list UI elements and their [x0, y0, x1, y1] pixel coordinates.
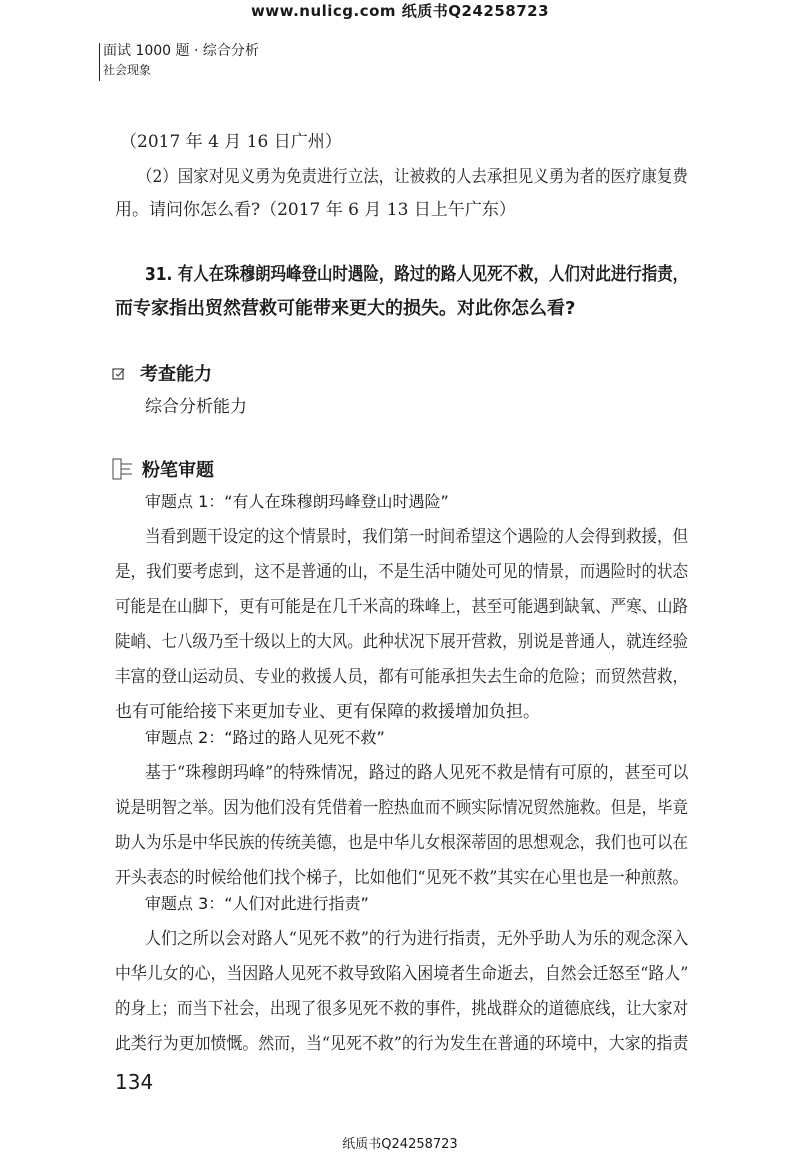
- checkbox-icon: [112, 364, 140, 385]
- outline-icon: [112, 458, 142, 481]
- point1-line: 可能是在山脚下，更有可能是在几千米高的珠峰上，甚至可能遇到缺氧、严寒、山路: [115, 597, 689, 617]
- page-number: 134: [115, 1070, 154, 1094]
- point1-line: 也有可能给接下来更加专业、更有保障的救援增加负担。: [115, 702, 540, 722]
- point3-line: 中华儿女的心，当因路人见死不救导致陷入困境者生命逝去，自然会迁怒至“路人”: [115, 964, 689, 984]
- review-point2-label: 审题点 2：“路过的路人见死不救”: [145, 728, 385, 747]
- point3-line: 人们之所以会对路人“见死不救”的行为进行指责，无外乎助人为乐的观念深入: [145, 929, 689, 949]
- header-subtitle: 社会现象: [103, 63, 152, 77]
- running-header: [103, 41, 259, 79]
- bottom-watermark: 纸质书Q24258723: [342, 1137, 458, 1152]
- header-rule: [99, 43, 100, 81]
- point1-line: 是，我们要考虑到，这不是普通的山，不是生活中随处可见的情景，而遇险时的状态: [115, 562, 689, 582]
- intro-item2-line1: （2）国家对见义勇为免责进行立法，让被救的人去承担见义勇为者的医疗康复费: [137, 167, 688, 187]
- ability-heading-text: 考查能力: [140, 364, 212, 385]
- point1-line: 丰富的登山运动员、专业的救援人员，都有可能承担失去生命的危险；而贸然营救，: [115, 667, 689, 687]
- point2-line: 助人为乐是中华民族的传统美德，也是中华儿女根深蒂固的思想观念，我们也可以在: [115, 833, 689, 853]
- intro-item2-line2: 用。请问你怎么看?（2017 年 6 月 13 日上午广东）: [115, 200, 516, 220]
- ability-heading: [112, 360, 212, 386]
- point2-line: 开头表态的时候给他们找个梯子，比如他们“见死不救”其实在心里也是一种煎熬。: [115, 868, 689, 888]
- intro-date-line: （2017 年 4 月 16 日广州）: [120, 132, 342, 152]
- point3-line: 的身上；而当下社会，出现了很多见死不救的事件，挑战群众的道德底线，让大家对: [115, 999, 689, 1019]
- point2-line: 基于“珠穆朗玛峰”的特殊情况，路过的路人见死不救是情有可原的，甚至可以: [145, 763, 689, 783]
- review-heading: [112, 456, 214, 482]
- header-title: 面试 1000 题 · 综合分析: [103, 43, 259, 59]
- point1-line: 陡峭、七八级乃至十级以上的大风。此种状况下展开营救，别说是普通人，就连经验: [115, 632, 689, 652]
- ability-content: 综合分析能力: [145, 397, 247, 417]
- review-point1-label: 审题点 1：“有人在珠穆朗玛峰登山时遇险”: [145, 492, 449, 511]
- review-point3-label: 审题点 3：“人们对此进行指责”: [145, 894, 369, 913]
- point2-line: 说是明智之举。因为他们没有凭借着一腔热血而不顾实际情况贸然施救。但是，毕竟: [115, 798, 689, 818]
- point3-line: 此类行为更加愤慨。然而，当“见死不救”的行为发生在普通的环境中，大家的指责: [115, 1034, 689, 1054]
- point1-line: 当看到题干设定的这个情景时，我们第一时间希望这个遇险的人会得到救援，但: [145, 527, 688, 547]
- review-heading-text: 粉笔审题: [142, 460, 214, 481]
- question-line1: 31. 有人在珠穆朗玛峰登山时遇险，路过的路人见死不救，人们对此进行指责，: [145, 264, 689, 285]
- question-line2: 而专家指出贸然营救可能带来更大的损失。对此你怎么看?: [115, 298, 576, 319]
- top-watermark: www.nulicg.com 纸质书Q24258723: [250, 2, 550, 20]
